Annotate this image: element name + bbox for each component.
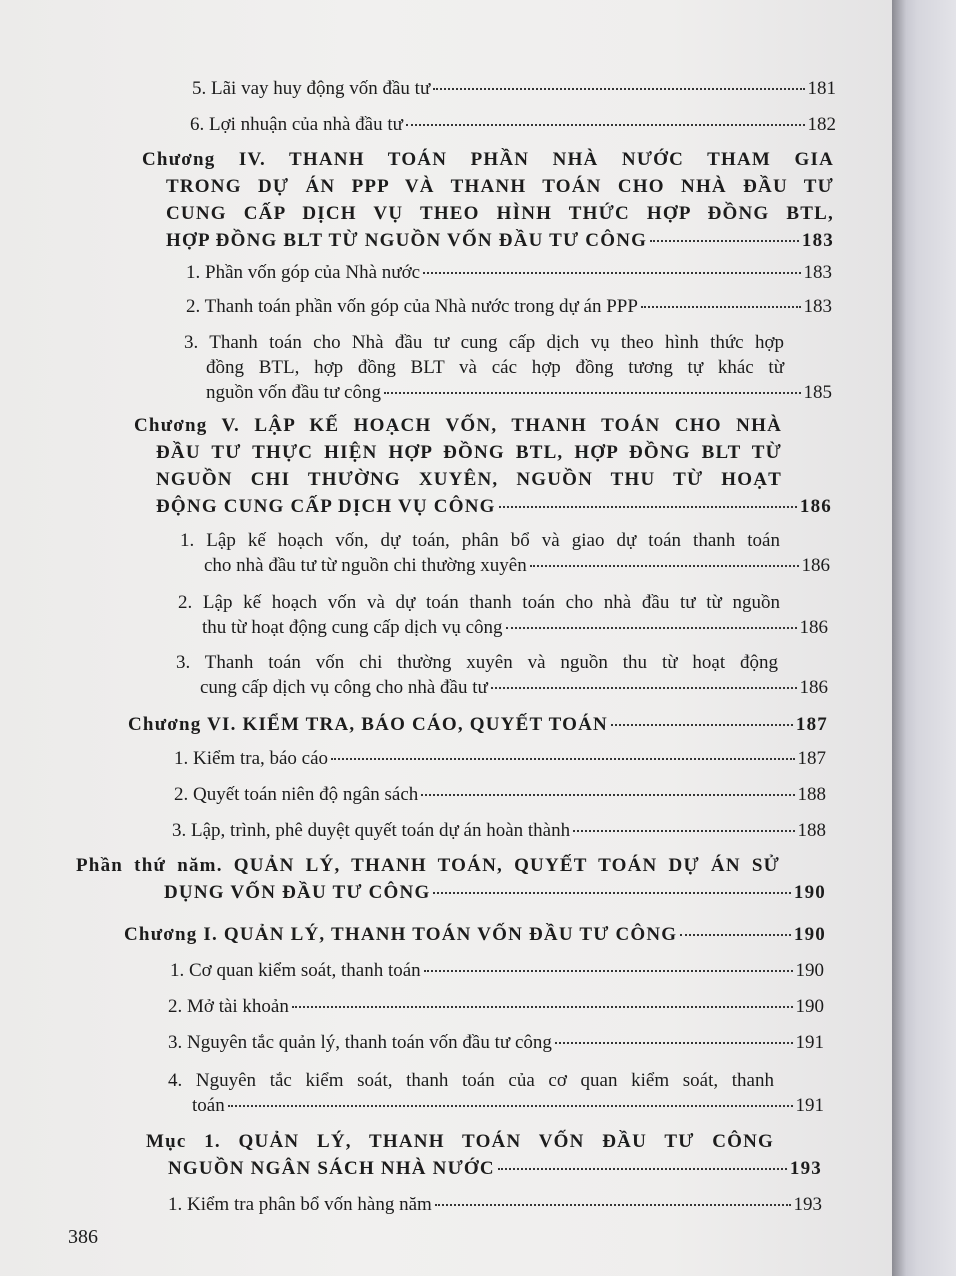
leader-dots (611, 724, 793, 726)
toc-line (168, 1192, 822, 1217)
toc-entry (174, 746, 826, 771)
toc-page-number: 188 (797, 784, 826, 805)
leader-dots (424, 970, 793, 972)
toc-text: 2. Thanh toán phần vốn góp của Nhà nước trong dự án PPP (186, 296, 638, 317)
toc-text: 5. Lãi vay huy động vốn đầu tư (192, 78, 431, 99)
toc-text: 3. Lập, trình, phê duyệt quyết toán dự án hoàn thành (172, 820, 571, 841)
leader-dots (680, 934, 791, 936)
leader-dots (423, 272, 800, 274)
toc-page-number: 190 (793, 924, 826, 945)
toc-page-number: 190 (795, 960, 824, 981)
toc-line (174, 782, 826, 807)
toc-entry (170, 958, 824, 983)
toc-text: Chương I. QUẢN LÝ, THANH TOÁN VỐN ĐẦU TƯ CÔNG (124, 924, 678, 945)
leader-dots (435, 1204, 791, 1206)
chapter-heading (128, 712, 828, 737)
chapter-heading (124, 922, 826, 947)
toc-page-number: 183 (803, 296, 832, 317)
toc-line: 2. Lập kế hoạch vốn và dự toán thanh toán cho nhà đầu tư từ nguồn (178, 592, 780, 613)
toc-text: thu từ hoạt động cung cấp dịch vụ công (202, 617, 503, 638)
toc-line (172, 818, 826, 843)
toc-entry (176, 650, 828, 700)
toc-page-number: 191 (795, 1032, 824, 1053)
leader-dots (498, 1168, 787, 1170)
toc-page-number: 193 (789, 1158, 822, 1179)
toc-text: cho nhà đầu tư từ nguồn chi thường xuyên (204, 555, 527, 576)
toc-entry (178, 590, 828, 640)
toc-line: NGUỒN CHI THƯỜNG XUYÊN, NGUỒN THU TỪ HOẠT (156, 469, 782, 490)
toc-line: Chương IV. THANH TOÁN PHẦN NHÀ NƯỚC THAM GIA (142, 149, 834, 170)
part-heading (76, 852, 826, 906)
toc-page-number: 190 (793, 882, 826, 903)
leader-dots (421, 794, 794, 796)
toc-line (156, 493, 832, 520)
leader-dots (433, 892, 790, 894)
toc-text: HỢP ĐỒNG BLT TỪ NGUỒN VỐN ĐẦU TƯ CÔNG (166, 230, 648, 251)
leader-dots (530, 565, 799, 567)
toc-page-number: 190 (795, 996, 824, 1017)
toc-line: ĐẦU TƯ THỰC HIỆN HỢP ĐỒNG BTL, HỢP ĐỒNG BLT TỪ (156, 442, 782, 463)
toc-line (170, 958, 824, 983)
toc-text: nguồn vốn đầu tư công (206, 382, 381, 403)
toc-text: ĐỘNG CUNG CẤP DỊCH VỤ CÔNG (156, 496, 496, 517)
chapter-heading (134, 412, 832, 520)
section-heading (146, 1128, 822, 1182)
toc-entry (168, 1030, 824, 1055)
toc-line: Phần thứ năm. QUẢN LÝ, THANH TOÁN, QUYẾT TOÁN DỰ ÁN SỬ (76, 855, 780, 876)
toc-text: 1. Phần vốn góp của Nhà nước (186, 262, 421, 283)
toc-page-number: 183 (803, 262, 832, 283)
toc-line (190, 112, 836, 137)
leader-dots (491, 687, 797, 689)
page-number: 386 (68, 1226, 98, 1248)
toc-entry (186, 260, 832, 285)
toc-text: 2. Mở tài khoản (168, 996, 289, 1017)
toc-line (186, 260, 832, 285)
toc-page-number: 191 (795, 1095, 824, 1116)
toc-line (168, 1155, 822, 1182)
leader-dots (331, 758, 794, 760)
toc-line: TRONG DỰ ÁN PPP VÀ THANH TOÁN CHO NHÀ ĐẦU TƯ (166, 176, 834, 197)
leader-dots (555, 1042, 793, 1044)
toc-page-number: 187 (795, 714, 828, 735)
leader-dots (384, 392, 801, 394)
toc-page-number: 187 (797, 748, 826, 769)
toc-line: 1. Lập kế hoạch vốn, dự toán, phân bổ và giao dự toán thanh toán (180, 530, 780, 551)
toc-line (202, 615, 828, 640)
toc-text: 1. Cơ quan kiểm soát, thanh toán (170, 960, 421, 981)
toc-line (186, 294, 832, 319)
toc-page-number: 188 (797, 820, 826, 841)
toc-line (204, 553, 830, 578)
toc-line: Chương V. LẬP KẾ HOẠCH VỐN, THANH TOÁN CHO NHÀ (134, 415, 782, 436)
chapter-heading (142, 146, 834, 254)
toc-page-number: 186 (799, 677, 828, 698)
leader-dots (433, 88, 804, 90)
leader-dots (228, 1105, 793, 1107)
toc-text: 2. Quyết toán niên độ ngân sách (174, 784, 419, 805)
toc-text: DỤNG VỐN ĐẦU TƯ CÔNG (164, 882, 431, 903)
toc-line: 3. Thanh toán cho Nhà đầu tư cung cấp dịch vụ theo hình thức hợp (184, 332, 784, 353)
toc-page-number: 186 (799, 496, 832, 517)
toc-line (192, 76, 836, 101)
toc-page-number: 186 (801, 555, 830, 576)
toc-entry (190, 112, 836, 137)
toc-text: NGUỒN NGÂN SÁCH NHÀ NƯỚC (168, 1158, 495, 1179)
toc-entry (168, 1068, 824, 1118)
toc-line: 3. Thanh toán vốn chi thường xuyên và nguồn thu từ hoạt động (176, 652, 778, 673)
toc-text: cung cấp dịch vụ công cho nhà đầu tư (200, 677, 488, 698)
leader-dots (641, 306, 801, 308)
toc-entry (172, 818, 826, 843)
toc-text: 1. Kiểm tra, báo cáo (174, 748, 329, 769)
toc-entry (168, 994, 824, 1019)
leader-dots (506, 627, 797, 629)
toc-text: Chương VI. KIỂM TRA, BÁO CÁO, QUYẾT TOÁN (128, 714, 608, 735)
toc-line (206, 380, 832, 405)
book-edge (892, 0, 956, 1276)
toc-line: đồng BTL, hợp đồng BLT và các hợp đồng tương tự khác từ (206, 357, 784, 378)
toc-line: CUNG CẤP DỊCH VỤ THEO HÌNH THỨC HỢP ĐỒNG BTL, (166, 203, 834, 224)
toc-line (200, 675, 828, 700)
toc-page-number: 182 (807, 114, 836, 135)
toc-line: 4. Nguyên tắc kiểm soát, thanh toán của cơ quan kiểm soát, thanh (168, 1070, 774, 1091)
leader-dots (499, 506, 797, 508)
toc-line (124, 922, 826, 947)
leader-dots (573, 830, 794, 832)
leader-dots (292, 1006, 793, 1008)
toc-text: toán (192, 1095, 225, 1116)
toc-page-number: 185 (803, 382, 832, 403)
toc-entry (168, 1192, 822, 1217)
toc-line (174, 746, 826, 771)
toc-text: 1. Kiểm tra phân bổ vốn hàng năm (168, 1194, 432, 1215)
toc-page-number: 183 (801, 230, 834, 251)
toc-page-number: 193 (793, 1194, 822, 1215)
toc-entry (180, 528, 830, 578)
toc-line (128, 712, 828, 737)
toc-entry (192, 76, 836, 101)
toc-line (164, 879, 826, 906)
toc-entry (184, 330, 832, 405)
toc-entry (186, 294, 832, 319)
toc-entry (174, 782, 826, 807)
toc-line (192, 1093, 824, 1118)
toc-text: 3. Nguyên tắc quản lý, thanh toán vốn đầu tư công (168, 1032, 552, 1053)
toc-text: 6. Lợi nhuận của nhà đầu tư (190, 114, 403, 135)
toc-line (168, 994, 824, 1019)
leader-dots (406, 124, 805, 126)
toc-line (168, 1030, 824, 1055)
leader-dots (650, 240, 799, 242)
toc-line: Mục 1. QUẢN LÝ, THANH TOÁN VỐN ĐẦU TƯ CÔNG (146, 1131, 774, 1152)
toc-page-number: 181 (807, 78, 836, 99)
toc-line (166, 227, 834, 254)
toc-page-number: 186 (799, 617, 828, 638)
